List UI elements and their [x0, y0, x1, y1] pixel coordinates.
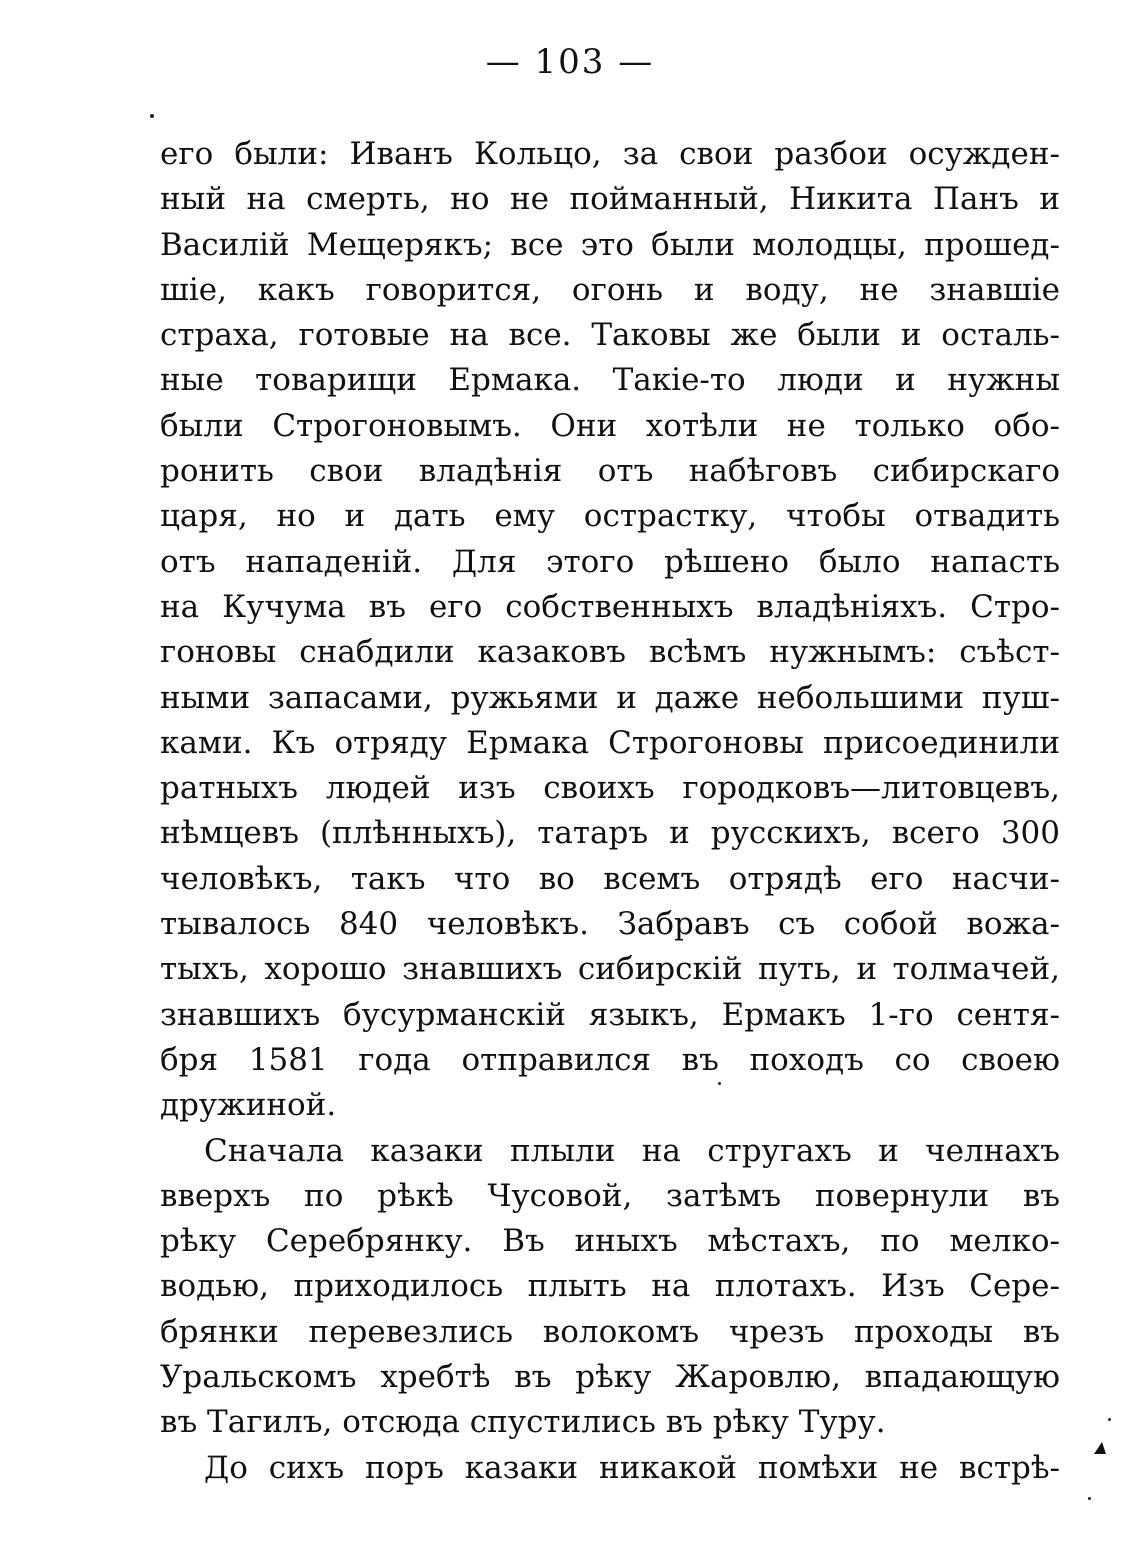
- text-line: ронить свои владѣнія отъ набѣговъ сибирскаго: [160, 453, 1060, 490]
- text-line: водью, приходилось плыть на плотахъ. Изъ Сере-: [160, 1268, 1060, 1305]
- text-line: ные товарищи Ермака. Такіе-то люди и нужны: [160, 362, 1060, 399]
- text-line: гоновы снабдили казаковъ всѣмъ нужнымъ: съѣст-: [160, 634, 1060, 671]
- text-line: тывалось 840 человѣкъ. Забравъ съ собой вожа-: [160, 906, 1060, 943]
- text-line: ный на смерть, но не пойманный, Никита Панъ и: [160, 181, 1060, 218]
- print-speck: [1108, 1418, 1111, 1421]
- text-line: Сначала казаки плыли на стругахъ и челнахъ: [204, 1132, 1060, 1169]
- text-line: знавшихъ бусурманскій языкъ, Ермакъ 1-го сентя-: [160, 996, 1060, 1033]
- text-line: ками. Къ отряду Ермака Строгоновы присоединили: [160, 724, 1060, 761]
- print-speck: [150, 114, 154, 118]
- text-line: вверхъ по рѣкѣ Чусовой, затѣмъ повернули въ: [160, 1177, 1060, 1214]
- text-line: тыхъ, хорошо знавшихъ сибирскій путь, и толмачей,: [160, 951, 1060, 988]
- print-speck: [718, 1082, 721, 1085]
- body-text: [160, 132, 1060, 1491]
- text-line: Уральскомъ хребтѣ въ рѣку Жаровлю, впадающую: [160, 1359, 1060, 1396]
- print-speck: [1088, 1497, 1091, 1500]
- text-line: были Строгоновымъ. Они хотѣли не только обо-: [160, 407, 1060, 444]
- text-line: До сихъ поръ казаки никакой помѣхи не встрѣ-: [204, 1449, 1060, 1486]
- text-line: царя, но и дать ему острастку, чтобы отвадить: [160, 498, 1060, 535]
- text-line: ратныхъ людей изъ своихъ городковъ—литовцевъ,: [160, 770, 1060, 807]
- page-number: — 103 —: [485, 42, 655, 82]
- text-line: на Кучума въ его собственныхъ владѣніяхъ. Стро-: [160, 588, 1060, 625]
- text-line: шіе, какъ говорится, огонь и воду, не знавшіе: [160, 271, 1060, 308]
- text-line: его были: Иванъ Кольцо, за свои разбои осужден-: [160, 136, 1060, 172]
- text-line: брянки перевезлись волокомъ чрезъ проходы въ: [160, 1313, 1060, 1350]
- text-line: страха, готовые на все. Таковы же были и осталь-: [160, 317, 1060, 354]
- text-line: отъ нападеній. Для этого рѣшено было напасть: [160, 543, 1060, 580]
- text-line: нѣмцевъ (плѣнныхъ), татаръ и русскихъ, всего 300: [160, 815, 1060, 852]
- text-line: Василій Мещерякъ; все это были молодцы, прошед-: [160, 226, 1060, 263]
- text-line: рѣку Серебрянку. Въ иныхъ мѣстахъ, по мелко-: [160, 1223, 1060, 1260]
- text-line: дружиной.: [160, 1087, 337, 1124]
- text-line: въ Тагилъ, отсюда спустились въ рѣку Туру.: [160, 1404, 886, 1441]
- text-line: человѣкъ, такъ что во всемъ отрядѣ его насчи-: [160, 860, 1060, 897]
- print-blot: [1094, 1442, 1106, 1454]
- text-line: ными запасами, ружьями и даже небольшими пуш-: [160, 679, 1060, 716]
- text-line: бря 1581 года отправился въ походъ со своею: [160, 1041, 1060, 1078]
